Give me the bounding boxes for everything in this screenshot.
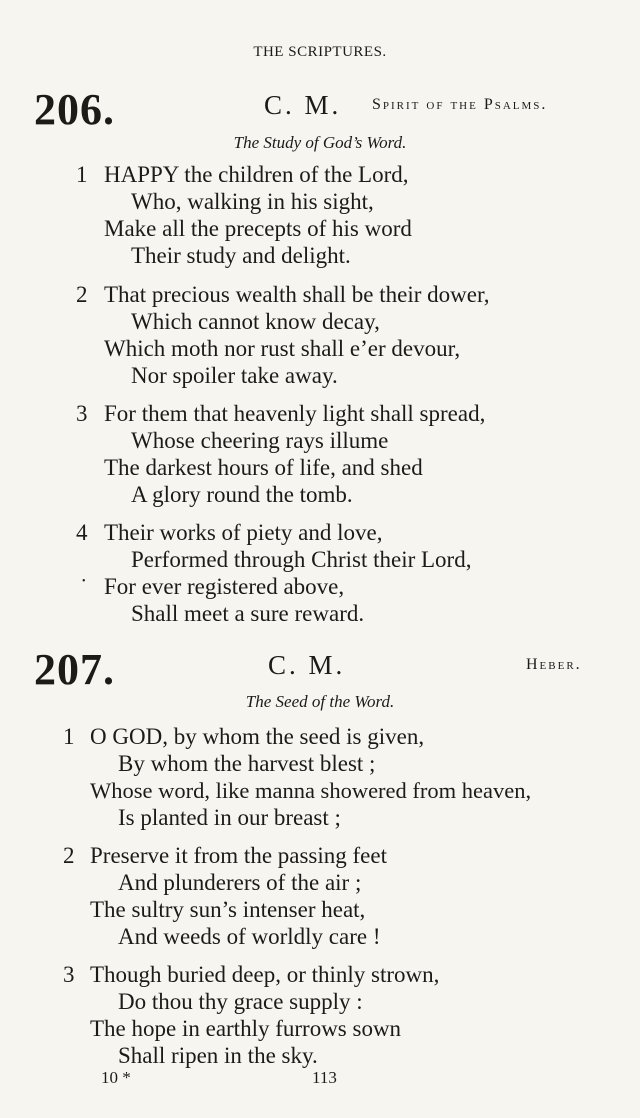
verse-line: For them that heavenly light shall spread, <box>104 401 486 426</box>
running-head: THE SCRIPTURES. <box>253 44 387 60</box>
verse-line: Which cannot know decay, <box>131 309 380 334</box>
verse-line: And plunderers of the air ; <box>118 870 362 895</box>
hymn-subtitle: The Study of God’s Word. <box>233 133 407 152</box>
verse-line: HAPPY the children of the Lord, <box>104 162 409 187</box>
verse-line: O GOD, by whom the seed is given, <box>90 724 425 749</box>
verse-number: 3 <box>76 401 88 426</box>
verse-line: Nor spoiler take away. <box>131 363 338 388</box>
verse-line: The sultry sun’s intenser heat, <box>90 897 366 922</box>
verse-number: 2 <box>76 282 88 307</box>
verse-line: Is planted in our breast ; <box>118 805 341 830</box>
hymn-meter: C. M. <box>268 650 346 680</box>
verse-line: Shall meet a sure reward. <box>131 601 365 626</box>
verse-number: 4 <box>76 520 88 545</box>
verse-line: Preserve it from the passing feet <box>90 843 387 868</box>
hymn-number: 207. <box>34 645 115 694</box>
verse-line: Do thou thy grace supply : <box>118 989 363 1014</box>
hymn-meter: C. M. <box>264 90 342 120</box>
verse-line: Though buried deep, or thinly strown, <box>90 962 440 987</box>
verse-number: 3 <box>63 962 75 987</box>
verse-line: By whom the harvest blest ; <box>118 751 376 776</box>
verse-line: The darkest hours of life, and shed <box>104 455 423 480</box>
verse-line: That precious wealth shall be their dower, <box>104 282 490 307</box>
verse-line: Performed through Christ their Lord, <box>131 547 472 572</box>
verse-number: 1 <box>63 724 75 749</box>
verse-line: Which moth nor rust shall e’er devour, <box>104 336 461 361</box>
verse-line: And weeds of worldly care ! <box>118 924 381 949</box>
verse-number: 1 <box>76 162 88 187</box>
verse-line: Their works of piety and love, <box>104 520 383 545</box>
verse-line: For ever registered above, <box>104 574 345 599</box>
hymn-author: Heber. <box>526 656 582 673</box>
stray-mark: • <box>82 576 86 587</box>
verse-line: Whose cheering rays illume <box>131 428 389 453</box>
page-number: 113 <box>312 1068 337 1087</box>
verse-line: Their study and delight. <box>131 243 351 268</box>
hymn-subtitle: The Seed of the Word. <box>245 692 395 711</box>
verse-line: Whose word, like manna showered from heaven, <box>90 778 532 803</box>
verse-line: Who, walking in his sight, <box>131 189 374 214</box>
hymn-number: 206. <box>34 85 115 134</box>
verse-line: The hope in earthly furrows sown <box>90 1016 402 1041</box>
verse-line: A glory round the tomb. <box>131 482 353 507</box>
hymn-author: Spirit of the Psalms. <box>372 96 548 113</box>
verse-line: Shall ripen in the sky. <box>118 1043 318 1068</box>
verse-number: 2 <box>63 843 75 868</box>
verse-line: Make all the precepts of his word <box>104 216 412 241</box>
signature-mark: 10 * <box>101 1068 131 1087</box>
